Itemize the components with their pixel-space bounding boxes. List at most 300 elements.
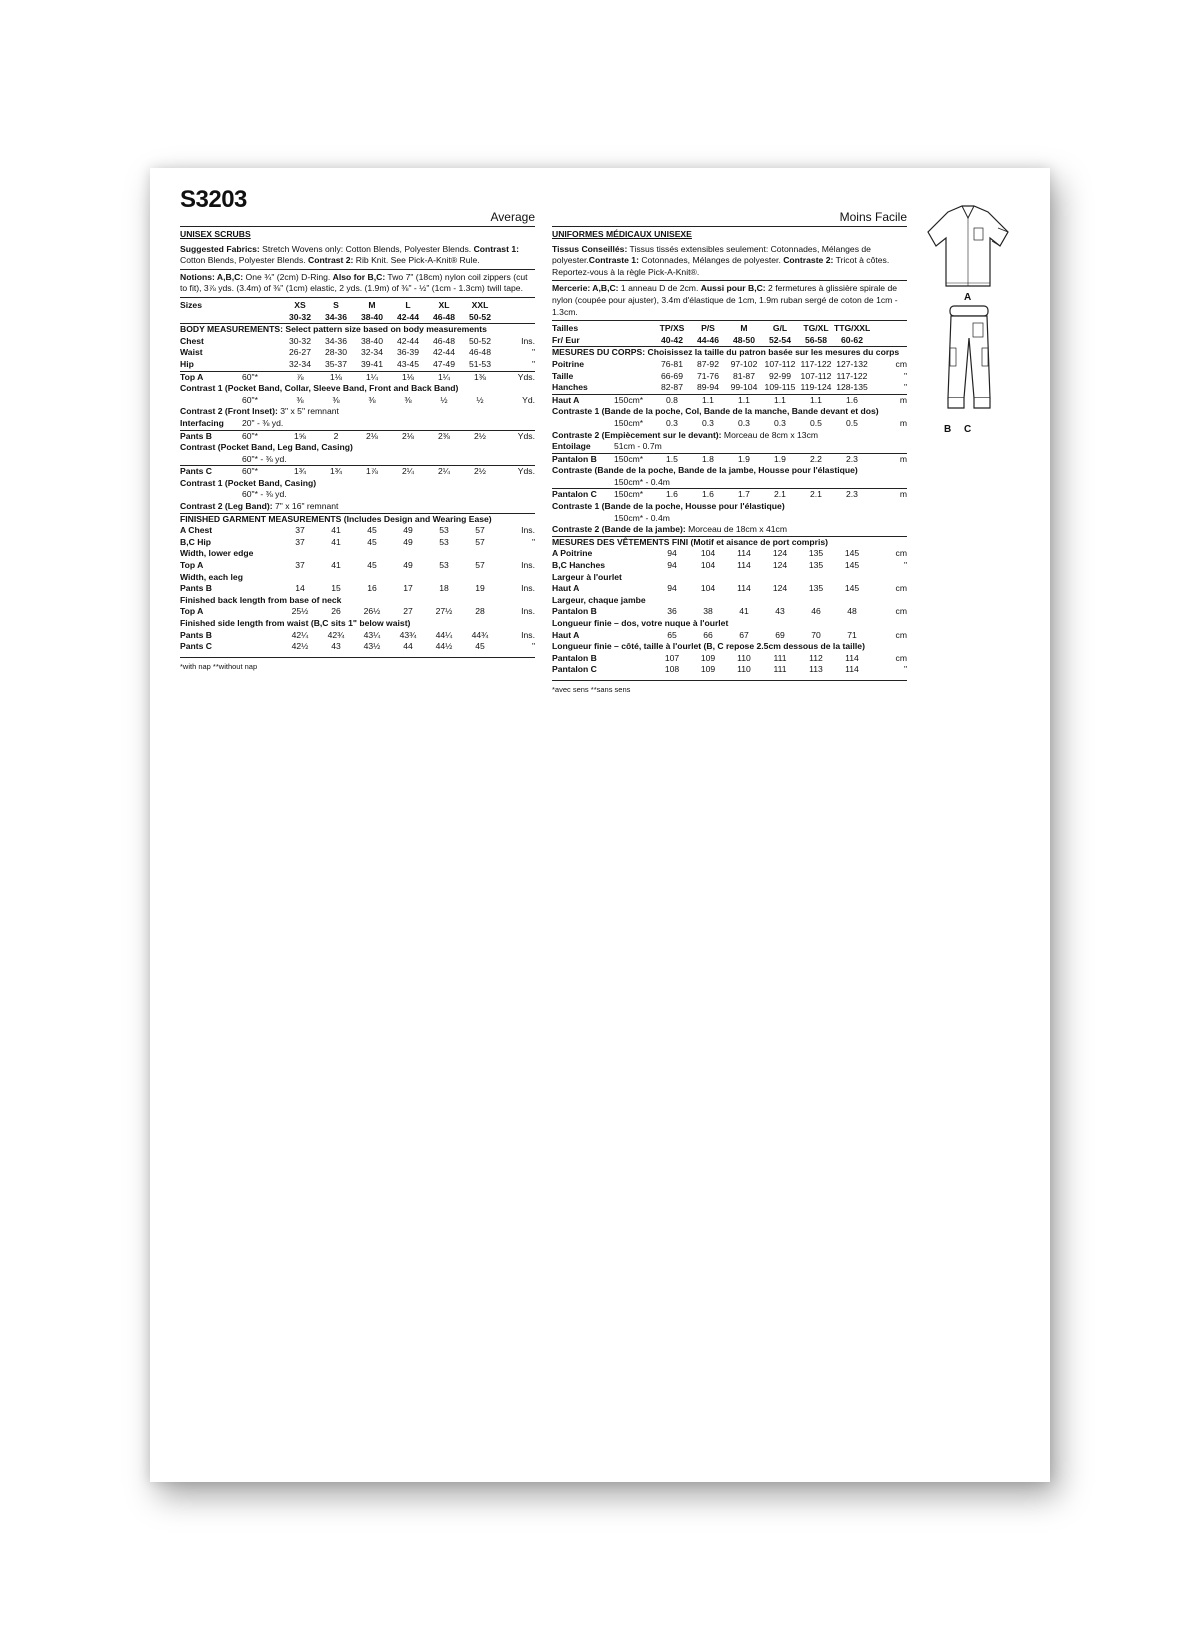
- cell-value: 119-124: [800, 382, 832, 393]
- cell-value: 2⅛: [390, 430, 426, 442]
- contrast2-text: Tricot à côtes. Reportez-vous à la règle Pick-A-Knit®.: [552, 255, 890, 277]
- cell-value: 135: [808, 548, 824, 559]
- spacer: [552, 477, 614, 489]
- view-c-label: C: [964, 424, 972, 435]
- divider: [180, 269, 535, 270]
- fabric-width: 60"*: [242, 466, 282, 478]
- size-header: XS: [294, 299, 306, 310]
- also-label: Aussi pour B,C:: [700, 283, 766, 294]
- unit: ": [903, 664, 907, 675]
- row-label: Haut A: [552, 394, 614, 406]
- cell-value: 114: [845, 652, 859, 663]
- size-header: XL: [438, 299, 450, 310]
- cell-value: 128-135: [836, 382, 868, 393]
- cell-value: 135: [808, 583, 824, 594]
- cell-value: 110: [737, 664, 751, 675]
- cell-value: 117-122: [800, 358, 832, 369]
- finished-subsection: Width, each leg: [180, 571, 243, 582]
- section-title: FINISHED GARMENT MEASUREMENTS (Includes Design and Wearing Ease): [180, 513, 492, 524]
- cell-value: 1.8: [690, 453, 726, 465]
- cell-value: 1⅞: [354, 466, 390, 478]
- cell-value: 1¾: [282, 466, 318, 478]
- cell-value: 1¼: [426, 371, 462, 383]
- sizes-sub-label: Fr/ Eur: [552, 334, 580, 345]
- cell-value: 42½: [291, 641, 309, 652]
- unit: Ins.: [521, 629, 535, 640]
- fabric-width: 60"*: [242, 394, 258, 405]
- cell-value: 43: [331, 641, 341, 652]
- notions-paragraph: [552, 283, 907, 318]
- cell-value: 14: [295, 583, 305, 594]
- difficulty-label: Moins Facile: [839, 210, 907, 225]
- unit: Yds.: [498, 430, 535, 442]
- unit: Yds.: [498, 371, 535, 383]
- finished-row-label: Haut A: [552, 583, 580, 594]
- cell-value: 43-45: [397, 358, 419, 369]
- pattern-number: S3203: [180, 186, 247, 213]
- size-range: 50-52: [469, 311, 491, 322]
- unit: cm: [895, 358, 907, 369]
- section-title: Contrast 1 (Pocket Band, Casing): [180, 477, 317, 488]
- cell-value: 110: [737, 652, 751, 663]
- cell-value: 114: [737, 548, 751, 559]
- cell-value: 0.3: [774, 417, 786, 428]
- cell-value: 28: [475, 606, 485, 617]
- spacer: [552, 513, 614, 525]
- contrast1-label: Contrast 1:: [473, 243, 519, 254]
- cell-value: 92-99: [769, 370, 791, 381]
- cell-value: 124: [772, 560, 788, 571]
- cell-value: 104: [700, 560, 716, 571]
- cell-value: 69: [775, 629, 785, 640]
- cell-value: 45: [367, 525, 377, 536]
- contrast1-text: Cotton Blends, Polyester Blends.: [180, 255, 309, 266]
- contrast2-text: Rib Knit. See Pick-A-Knit® Rule.: [353, 255, 480, 266]
- size-header: TTG/XXL: [834, 323, 871, 334]
- cell-value: 2⅛: [354, 430, 390, 442]
- cell-value: 18: [439, 583, 449, 594]
- cell-value: 114: [845, 664, 859, 675]
- section-heading: [552, 524, 907, 536]
- cell-value: 46: [811, 606, 821, 617]
- english-column: [180, 186, 535, 672]
- size-range: 46-48: [433, 311, 455, 322]
- cell-value: ½: [440, 394, 448, 405]
- cell-value: 112: [809, 652, 823, 663]
- cell-value: 1.6: [690, 489, 726, 501]
- unit: ": [531, 641, 535, 652]
- cell-value: 108: [664, 664, 680, 675]
- also-text: 2 fermetures à glissière spirale de nylon (coupée pour ajuster), 3.4m d'élastique de 1cm, 1.9m ruban sergé de coton de 1cm - 1.3cm.: [552, 283, 898, 317]
- interfacing-text: 20" - ⅜ yd.: [242, 417, 284, 428]
- cell-value: 27½: [435, 606, 453, 617]
- unit: cm: [895, 583, 907, 594]
- cell-value: 1.1: [762, 394, 798, 406]
- cell-value: 53: [439, 560, 449, 571]
- section-title: Contrast (Pocket Band, Leg Band, Casing): [180, 442, 353, 453]
- fabric-width: 60"*: [242, 371, 282, 383]
- cell-value: 0.5: [846, 417, 858, 428]
- unit: Ins.: [521, 606, 535, 617]
- unit: Yds.: [498, 466, 535, 478]
- fabrics-text: Tissus tissés extensibles seulement: Cotonnades, Mélanges de polyester.: [552, 243, 871, 266]
- cell-value: 1.1: [726, 394, 762, 406]
- spacer: [180, 489, 242, 501]
- cell-value: 1.9: [726, 453, 762, 465]
- cell-value: 37: [295, 525, 305, 536]
- cell-value: 42-44: [433, 347, 455, 358]
- cell-value: 1⅛: [390, 371, 426, 383]
- size-header: L: [405, 299, 411, 310]
- cell-value: 113: [809, 664, 823, 675]
- sizes-label: Tailles: [552, 323, 579, 334]
- size-header: G/L: [772, 323, 788, 334]
- header: [180, 186, 535, 225]
- cell-value: 1⅛: [318, 371, 354, 383]
- cell-value: 39-41: [361, 358, 383, 369]
- row-label: [552, 418, 614, 430]
- cell-value: 17: [403, 583, 413, 594]
- cell-value: 44¾: [471, 629, 489, 640]
- cell-value: 2¼: [390, 466, 426, 478]
- cell-value: 2.3: [834, 489, 870, 501]
- sizes-label: Sizes: [180, 299, 202, 310]
- cell-value: 50-52: [469, 335, 491, 346]
- section-heading: [180, 406, 535, 418]
- finished-subsection: Finished back length from base of neck: [180, 594, 342, 605]
- finished-row-label: A Chest: [180, 525, 213, 536]
- cell-value: 0.5: [810, 417, 822, 428]
- section-title: MESURES DU CORPS: Choisissez la taille du patron basée sur les mesures du corps: [552, 347, 900, 358]
- spacer: [180, 454, 242, 466]
- section-title: BODY MEASUREMENTS: Select pattern size based on body measurements: [180, 324, 487, 335]
- cell-value: 111: [773, 652, 787, 663]
- spacer: [242, 312, 282, 324]
- cell-value: 2½: [462, 430, 498, 442]
- size-range: 30-32: [289, 311, 311, 322]
- cell-value: 2.1: [798, 489, 834, 501]
- row-label: Pantalon B: [552, 453, 614, 465]
- unit: cm: [895, 606, 907, 617]
- section-title: Contrast 2 (Front Inset):: [180, 406, 278, 417]
- view-a-label: A: [964, 292, 972, 303]
- cell-value: 87-92: [697, 358, 719, 369]
- cell-value: 43½: [363, 641, 381, 652]
- unit: cm: [895, 629, 907, 640]
- unit: m: [870, 453, 907, 465]
- finished-subsection: Largeur, chaque jambe: [552, 594, 646, 605]
- cell-value: 34-36: [325, 335, 347, 346]
- size-header: S: [333, 299, 339, 310]
- cell-value: 71: [847, 629, 857, 640]
- cell-value: 46-48: [433, 335, 455, 346]
- cell-value: 36: [667, 606, 677, 617]
- divider: [552, 280, 907, 281]
- cell-value: 49: [403, 560, 413, 571]
- cell-value: 53: [439, 536, 449, 547]
- body-row-label: Chest: [180, 335, 204, 346]
- section-heading: [180, 324, 535, 336]
- cell-value: 47-49: [433, 358, 455, 369]
- section-title: Contraste 1 (Bande de la poche, Col, Bande de la manche, Bande devant et dos): [552, 406, 879, 417]
- finished-row-label: Pants B: [180, 629, 212, 640]
- body-row-label: Hip: [180, 358, 194, 369]
- cell-value: 109-115: [764, 382, 796, 393]
- cell-value: 71-76: [697, 370, 719, 381]
- cell-value: 81-87: [733, 370, 755, 381]
- cell-value: 94: [667, 548, 677, 559]
- cell-value: 30-32: [289, 335, 311, 346]
- size-header: P/S: [701, 323, 715, 334]
- divider: [552, 320, 907, 321]
- section-heading: [552, 430, 907, 442]
- cell-value: 38: [703, 606, 713, 617]
- fabric-width: 150cm*: [614, 417, 644, 428]
- finished-subsection: Finished side length from waist (B,C sits 1" below waist): [180, 618, 411, 628]
- cell-value: 38-40: [361, 335, 383, 346]
- unit: ": [531, 536, 535, 547]
- notions-paragraph: [180, 272, 535, 295]
- cell-value: 43: [775, 606, 785, 617]
- spacer: [242, 300, 282, 312]
- section-heading: [552, 465, 907, 477]
- unit: m: [870, 394, 907, 406]
- cell-value: 1¼: [354, 371, 390, 383]
- unit: ": [903, 560, 907, 571]
- cell-value: 0.3: [666, 417, 678, 428]
- divider: [552, 226, 907, 227]
- cell-value: 135: [808, 560, 824, 571]
- footnote: *avec sens **sans sens: [552, 680, 907, 696]
- cell-value: 114: [737, 583, 751, 594]
- finished-row-label: B,C Hip: [180, 536, 212, 547]
- section-heading: [552, 347, 907, 359]
- cell-value: 117-122: [836, 370, 868, 381]
- yardage-text: 150cm* - 0.4m: [614, 476, 670, 487]
- cell-value: 41: [331, 560, 341, 571]
- garment-title: UNIFORMES MÉDICAUX UNISEXE: [552, 229, 692, 239]
- cell-value: 1.1: [690, 394, 726, 406]
- notions-text: 1 anneau D de 2cm.: [618, 283, 701, 294]
- footnote: *with nap **without nap: [180, 657, 535, 673]
- cell-value: 32-34: [289, 358, 311, 369]
- size-range: 40-42: [661, 334, 683, 345]
- spacer: [614, 323, 654, 335]
- cell-value: 37: [295, 536, 305, 547]
- difficulty-label: Average: [490, 210, 535, 225]
- unit: cm: [895, 548, 907, 559]
- size-header: M: [368, 299, 376, 310]
- yardage-text: 60"* - ⅜ yd.: [242, 489, 287, 500]
- section-title: Contraste 2 (Bande de la jambe):: [552, 524, 686, 535]
- cell-value: 51-53: [469, 358, 491, 369]
- spacer: [614, 335, 654, 347]
- cell-value: 19: [475, 583, 485, 594]
- interfacing-label: Interfacing: [180, 417, 224, 428]
- section-text: 3" x 5" remnant: [277, 406, 339, 417]
- row-label: Pants C: [180, 466, 242, 478]
- notions-label: Notions: A,B,C:: [180, 271, 244, 282]
- garment-title: UNISEX SCRUBS: [180, 229, 251, 239]
- cell-value: 42-44: [397, 335, 419, 346]
- cell-value: 97-102: [730, 358, 758, 369]
- cell-value: 0.8: [654, 394, 690, 406]
- spacer: [870, 323, 907, 335]
- cell-value: 2: [318, 430, 354, 442]
- cell-value: 65: [667, 629, 677, 640]
- unit: ": [531, 358, 535, 369]
- cell-value: 104: [700, 583, 716, 594]
- size-header: TG/XL: [803, 323, 829, 334]
- cell-value: 49: [403, 525, 413, 536]
- cell-value: 1.9: [762, 453, 798, 465]
- cell-value: 28-30: [325, 347, 347, 358]
- view-b-label: B: [944, 424, 952, 435]
- cell-value: 15: [331, 583, 341, 594]
- row-label: Top A: [180, 371, 242, 383]
- cell-value: 89-94: [697, 382, 719, 393]
- cell-value: 1¾: [318, 466, 354, 478]
- cell-value: 53: [439, 525, 449, 536]
- cell-value: 0.3: [738, 417, 750, 428]
- cell-value: 42¼: [291, 629, 309, 640]
- section-heading: [552, 501, 907, 513]
- row-label: Pantalon C: [552, 489, 614, 501]
- contrast2-label: Contraste 2:: [783, 255, 834, 266]
- cell-value: 99-104: [730, 382, 758, 393]
- cell-value: 2.1: [762, 489, 798, 501]
- spacer: [498, 300, 535, 312]
- unit: ": [903, 382, 907, 393]
- cell-value: 0.3: [702, 417, 714, 428]
- section-text: 7" x 16" remnant: [272, 501, 339, 512]
- fabric-width: 60"*: [242, 430, 282, 442]
- cell-value: 145: [844, 560, 860, 571]
- cell-value: 82-87: [661, 382, 683, 393]
- scrubs-drawing-icon: [918, 198, 1018, 438]
- unit: m: [899, 417, 907, 428]
- cell-value: 16: [367, 583, 377, 594]
- cell-value: 43¾: [399, 629, 417, 640]
- row-label: Pants B: [180, 430, 242, 442]
- cell-value: 145: [844, 548, 860, 559]
- cell-value: 109: [700, 652, 716, 663]
- unit: Ins.: [521, 583, 535, 594]
- section-heading: [180, 478, 535, 490]
- cell-value: 2⅜: [426, 430, 462, 442]
- cell-value: 44¼: [435, 629, 453, 640]
- yardage-text: 150cm* - 0.4m: [614, 512, 670, 523]
- section-text: Morceau de 18cm x 41cm: [685, 524, 787, 535]
- cell-value: 145: [844, 583, 860, 594]
- cell-value: 44: [403, 641, 413, 652]
- cell-value: 57: [475, 525, 485, 536]
- cell-value: 107: [664, 652, 680, 663]
- cell-value: ⅜: [332, 394, 340, 405]
- section-heading: [552, 406, 907, 418]
- cell-value: 42¾: [327, 629, 345, 640]
- size-range: 44-46: [697, 334, 719, 345]
- finished-row-label: Pants B: [180, 583, 212, 594]
- cell-value: 41: [331, 525, 341, 536]
- size-range: 48-50: [733, 334, 755, 345]
- garment-illustration: [918, 198, 1018, 443]
- finished-row-label: Pantalon C: [552, 664, 597, 675]
- unit: Ins.: [521, 525, 535, 536]
- finished-row-label: A Poitrine: [552, 548, 593, 559]
- unit: cm: [895, 652, 907, 663]
- cell-value: 46-48: [469, 347, 491, 358]
- interfacing-label: Entoilage: [552, 441, 591, 452]
- body-row-label: Poitrine: [552, 358, 584, 369]
- section-heading: [180, 383, 535, 395]
- cell-value: 127-132: [836, 358, 868, 369]
- cell-value: 49: [403, 536, 413, 547]
- cell-value: ⅞: [282, 371, 318, 383]
- fabrics-label: Suggested Fabrics:: [180, 243, 260, 254]
- cell-value: 57: [475, 536, 485, 547]
- cell-value: 107-112: [764, 358, 796, 369]
- cell-value: 109: [700, 664, 716, 675]
- finished-row-label: Pantalon B: [552, 606, 597, 617]
- cell-value: 2.3: [834, 453, 870, 465]
- spacer: [498, 312, 535, 324]
- cell-value: 66: [703, 629, 713, 640]
- divider: [180, 297, 535, 298]
- cell-value: 1.5: [654, 453, 690, 465]
- cell-value: 1⅜: [462, 371, 498, 383]
- cell-value: 1.6: [654, 489, 690, 501]
- section-title: Contraste 1 (Bande de la poche, Housse pour l'élastique): [552, 501, 785, 512]
- measurement-table: [552, 323, 907, 676]
- cell-value: 26-27: [289, 347, 311, 358]
- spacer: [870, 335, 907, 347]
- cell-value: 44½: [435, 641, 453, 652]
- section-heading: [180, 442, 535, 454]
- fabric-width: 150cm*: [614, 394, 654, 406]
- body-row-label: Waist: [180, 347, 203, 358]
- cell-value: 45: [475, 641, 485, 652]
- finished-row-label: Top A: [180, 560, 204, 571]
- cell-value: 45: [367, 560, 377, 571]
- sizes-sub-label: [180, 312, 242, 324]
- cell-value: 67: [739, 629, 749, 640]
- fabrics-paragraph: [552, 244, 907, 279]
- cell-value: 41: [739, 606, 749, 617]
- divider: [180, 226, 535, 227]
- cell-value: 27: [403, 606, 413, 617]
- pattern-sheet: [150, 168, 1050, 1482]
- cell-value: 1.1: [798, 394, 834, 406]
- cell-value: 43¼: [363, 629, 381, 640]
- yardage-text: 60"* - ⅜ yd.: [242, 453, 287, 464]
- finished-subsection: Longueur finie – dos, votre nuque à l'ourlet: [552, 618, 729, 628]
- cell-value: 94: [667, 560, 677, 571]
- contrast1-text: Cotonnades, Mélanges de polyester.: [638, 255, 784, 266]
- header: [552, 198, 907, 224]
- cell-value: 2¼: [426, 466, 462, 478]
- cell-value: 104: [700, 548, 716, 559]
- cell-value: 48: [847, 606, 857, 617]
- cell-value: 26½: [363, 606, 381, 617]
- finished-row-label: Haut A: [552, 629, 580, 640]
- cell-value: 35-37: [325, 358, 347, 369]
- unit: Yd.: [522, 394, 535, 405]
- fabric-width: 150cm*: [614, 453, 654, 465]
- cell-value: 1.7: [726, 489, 762, 501]
- finished-subsection: Largeur à l'ourlet: [552, 571, 622, 582]
- cell-value: 94: [667, 583, 677, 594]
